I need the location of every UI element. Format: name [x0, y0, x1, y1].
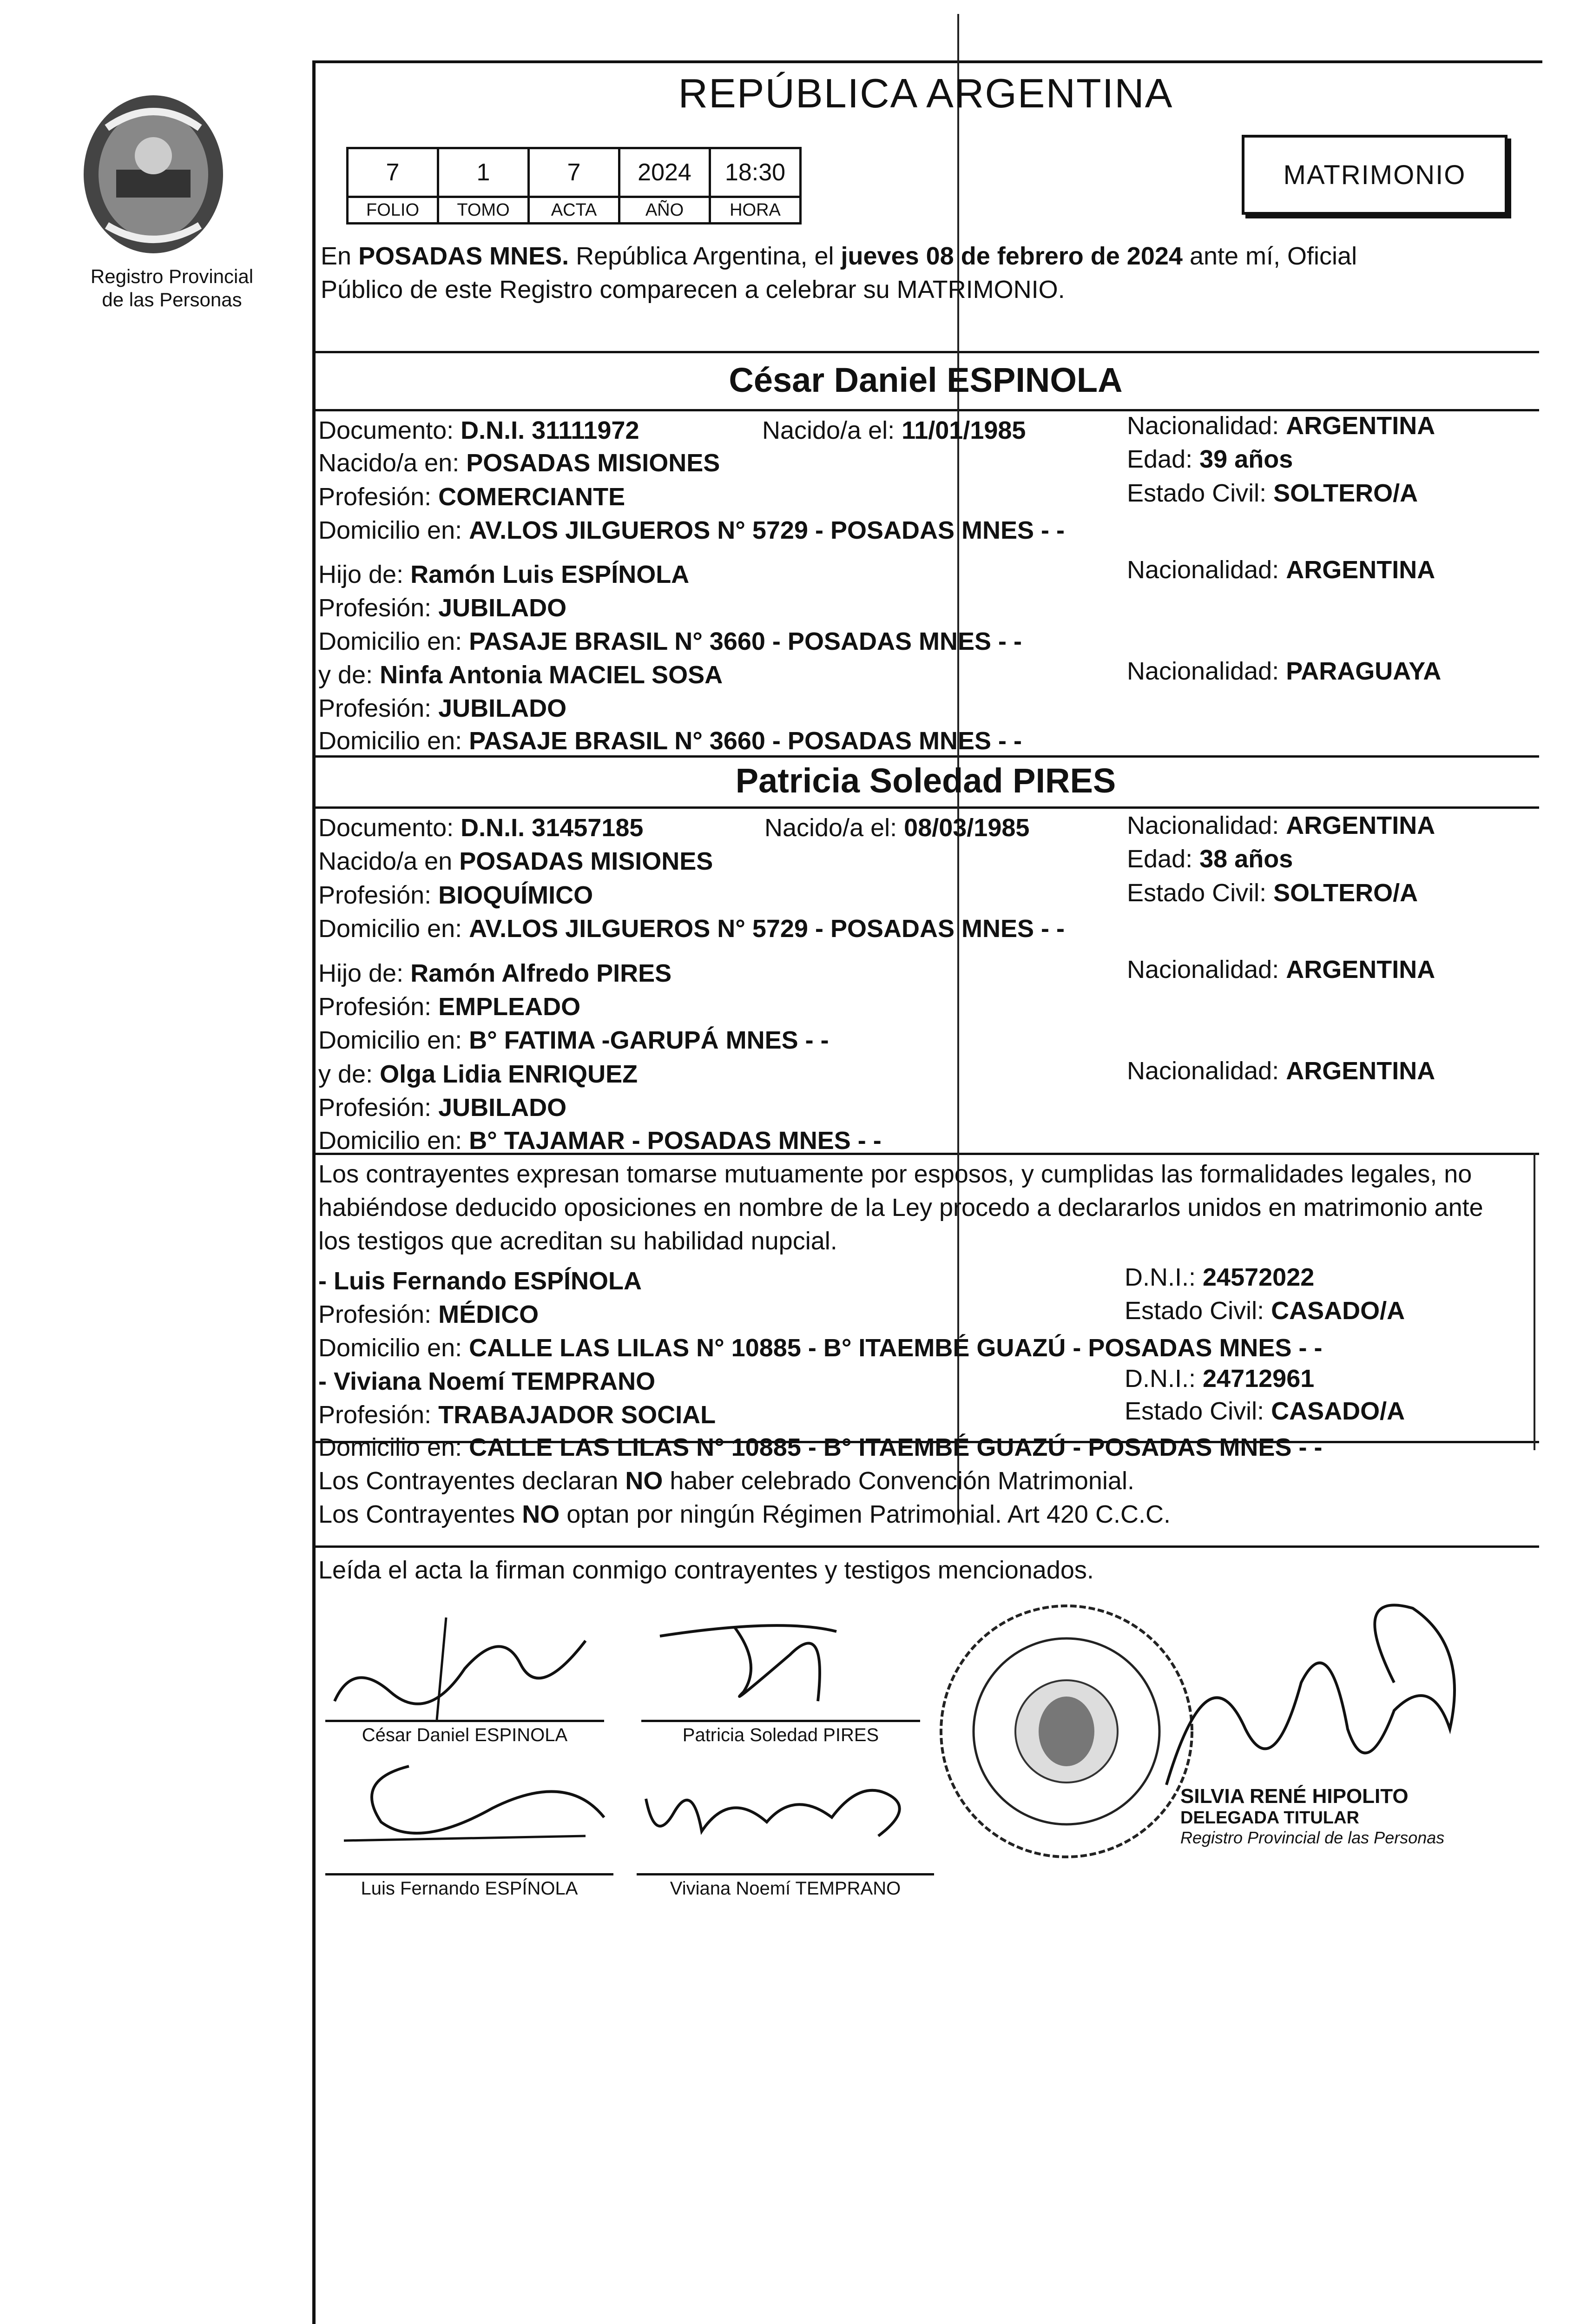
signature-mark — [641, 1599, 920, 1724]
spouse1-address: Domicilio en: AV.LOS JILGUEROS N° 5729 - POSADAS MNES - - — [318, 516, 1065, 544]
spouse2-father: Hijo de: Ramón Alfredo PIRES — [318, 959, 672, 987]
hour-value: 18:30 — [710, 148, 801, 197]
spouse1-mother-address: Domicilio en: PASAJE BRASIL N° 3660 - POSADAS MNES - - — [318, 727, 1022, 755]
signature-label-3: Luis Fernando ESPÍNOLA — [325, 1873, 613, 1899]
spouse1-born: Nacido/a el: 11/01/1985 — [762, 416, 1026, 444]
official-name: SILVIA RENÉ HIPOLITO — [1180, 1785, 1409, 1808]
signature-label-2: Patricia Soledad PIRES — [641, 1720, 920, 1746]
year-value: 2024 — [619, 148, 710, 197]
tomo-value: 1 — [438, 148, 529, 197]
spouse2-name: Patricia Soledad PIRES — [735, 761, 1116, 800]
spouse1-doc: Documento: D.N.I. 31111972 — [318, 416, 639, 444]
registry-name: Registro Provincial de las Personas — [90, 265, 254, 310]
signature-mark — [325, 1752, 613, 1873]
hour-label: HORA — [710, 197, 801, 224]
signature-label-1: César Daniel ESPINOLA — [325, 1720, 604, 1746]
official-org: Registro Provincial de las Personas — [1180, 1828, 1445, 1847]
country-title: REPÚBLICA ARGENTINA — [678, 70, 1173, 116]
spouse2-civil-status: Estado Civil: SOLTERO/A — [1127, 879, 1418, 907]
witness1-name: - Luis Fernando ESPÍNOLA — [318, 1267, 642, 1295]
spouse1-father: Hijo de: Ramón Luis ESPÍNOLA — [318, 561, 690, 588]
witness1-address: Domicilio en: CALLE LAS LILAS N° 10885 - B° ITAEMBÉ GUAZÚ - POSADAS MNES - - — [318, 1334, 1323, 1362]
folio-value: 7 — [348, 148, 438, 197]
witness1-civil-status: Estado Civil: CASADO/A — [1125, 1297, 1405, 1325]
witness2-civil-status: Estado Civil: CASADO/A — [1125, 1397, 1405, 1425]
spouse1-mother-nationality: Nacionalidad: PARAGUAYA — [1127, 657, 1442, 685]
spouse2-born: Nacido/a el: 08/03/1985 — [764, 814, 1030, 842]
signature-mark — [325, 1590, 604, 1724]
spouse2-father-nationality: Nacionalidad: ARGENTINA — [1127, 956, 1435, 984]
record-type-badge: MATRIMONIO — [1242, 135, 1508, 215]
spouse2-doc: Documento: D.N.I. 31457185 — [318, 814, 644, 842]
spouse1-civil-status: Estado Civil: SOLTERO/A — [1127, 479, 1418, 507]
spouse1-mother: y de: Ninfa Antonia MACIEL SOSA — [318, 661, 723, 689]
spouse2-father-profession: Profesión: EMPLEADO — [318, 993, 581, 1021]
declaration-line-3: los testigos que acreditan su habilidad nupcial. — [318, 1227, 837, 1255]
declaration-line-2: habiéndose deducido oposiciones en nombre de la Ley procedo a declararlos unidos en matrimonio ante — [318, 1194, 1483, 1221]
year-label: AÑO — [619, 197, 710, 224]
spouse2-mother-profession: Profesión: JUBILADO — [318, 1094, 567, 1122]
folio-label: FOLIO — [348, 197, 438, 224]
declaration-line-1: Los contrayentes expresan tomarse mutuamente por esposos, y cumplidas las formalidades legales, no — [318, 1160, 1472, 1188]
spouse1-age: Edad: 39 años — [1127, 445, 1293, 473]
spouse2-father-address: Domicilio en: B° FATIMA -GARUPÁ MNES - - — [318, 1026, 829, 1054]
read-line: Leída el acta la firman conmigo contrayentes y testigos mencionados. — [318, 1556, 1094, 1584]
spouse1-mother-profession: Profesión: JUBILADO — [318, 694, 567, 722]
spouse2-mother: y de: Olga Lidia ENRIQUEZ — [318, 1060, 638, 1088]
spouse2-mother-nationality: Nacionalidad: ARGENTINA — [1127, 1057, 1435, 1085]
spouse1-father-nationality: Nacionalidad: ARGENTINA — [1127, 556, 1435, 584]
witness2-profession: Profesión: TRABAJADOR SOCIAL — [318, 1401, 716, 1429]
note-regime: Los Contrayentes NO optan por ningún Régimen Patrimonial. Art 420 C.C.C. — [318, 1500, 1171, 1528]
spouse2-age: Edad: 38 años — [1127, 845, 1293, 873]
intro-line-1: En POSADAS MNES. República Argentina, el jueves 08 de febrero de 2024 ante mí, Oficial — [321, 242, 1357, 270]
tomo-label: TOMO — [438, 197, 529, 224]
spouse2-address: Domicilio en: AV.LOS JILGUEROS N° 5729 - POSADAS MNES - - — [318, 915, 1065, 943]
official-stamp — [1180, 1785, 1478, 1848]
spouse1-profession: Profesión: COMERCIANTE — [318, 483, 625, 511]
official-role: DELEGADA TITULAR — [1180, 1808, 1359, 1828]
signature-label-4: Viviana Noemí TEMPRANO — [637, 1873, 934, 1899]
acta-value: 7 — [529, 148, 619, 197]
spouse1-father-profession: Profesión: JUBILADO — [318, 594, 567, 622]
witness2-address: Domicilio en: CALLE LAS LILAS N° 10885 - B° ITAEMBÉ GUAZÚ - POSADAS MNES - - — [318, 1433, 1323, 1461]
province-emblem — [79, 91, 228, 258]
witness1-dni: D.N.I.: 24572022 — [1125, 1263, 1315, 1291]
witness1-profession: Profesión: MÉDICO — [318, 1301, 539, 1328]
record-table — [346, 147, 802, 224]
spouse2-birthplace: Nacido/a en POSADAS MISIONES — [318, 847, 713, 875]
witness2-dni: D.N.I.: 24712961 — [1125, 1365, 1315, 1393]
spouse2-profession: Profesión: BIOQUÍMICO — [318, 881, 593, 909]
spouse1-father-address: Domicilio en: PASAJE BRASIL N° 3660 - POSADAS MNES - - — [318, 627, 1022, 655]
note-convention: Los Contrayentes declaran NO haber celebrado Convención Matrimonial. — [318, 1467, 1134, 1495]
witness2-name: - Viviana Noemí TEMPRANO — [318, 1367, 656, 1395]
spouse1-name: César Daniel ESPINOLA — [729, 361, 1123, 399]
spouse1-nationality: Nacionalidad: ARGENTINA — [1127, 412, 1435, 440]
fold-line — [1534, 1153, 1535, 1450]
spouse2-mother-address: Domicilio en: B° TAJAMAR - POSADAS MNES - - — [318, 1127, 882, 1155]
divider — [312, 1545, 1539, 1548]
acta-label: ACTA — [529, 197, 619, 224]
intro-line-2: Público de este Registro comparecen a celebrar su MATRIMONIO. — [321, 276, 1065, 304]
spouse1-birthplace: Nacido/a en: POSADAS MISIONES — [318, 449, 720, 477]
spouse2-nationality: Nacionalidad: ARGENTINA — [1127, 812, 1435, 839]
divider — [312, 351, 1539, 353]
signature-mark — [637, 1762, 934, 1873]
